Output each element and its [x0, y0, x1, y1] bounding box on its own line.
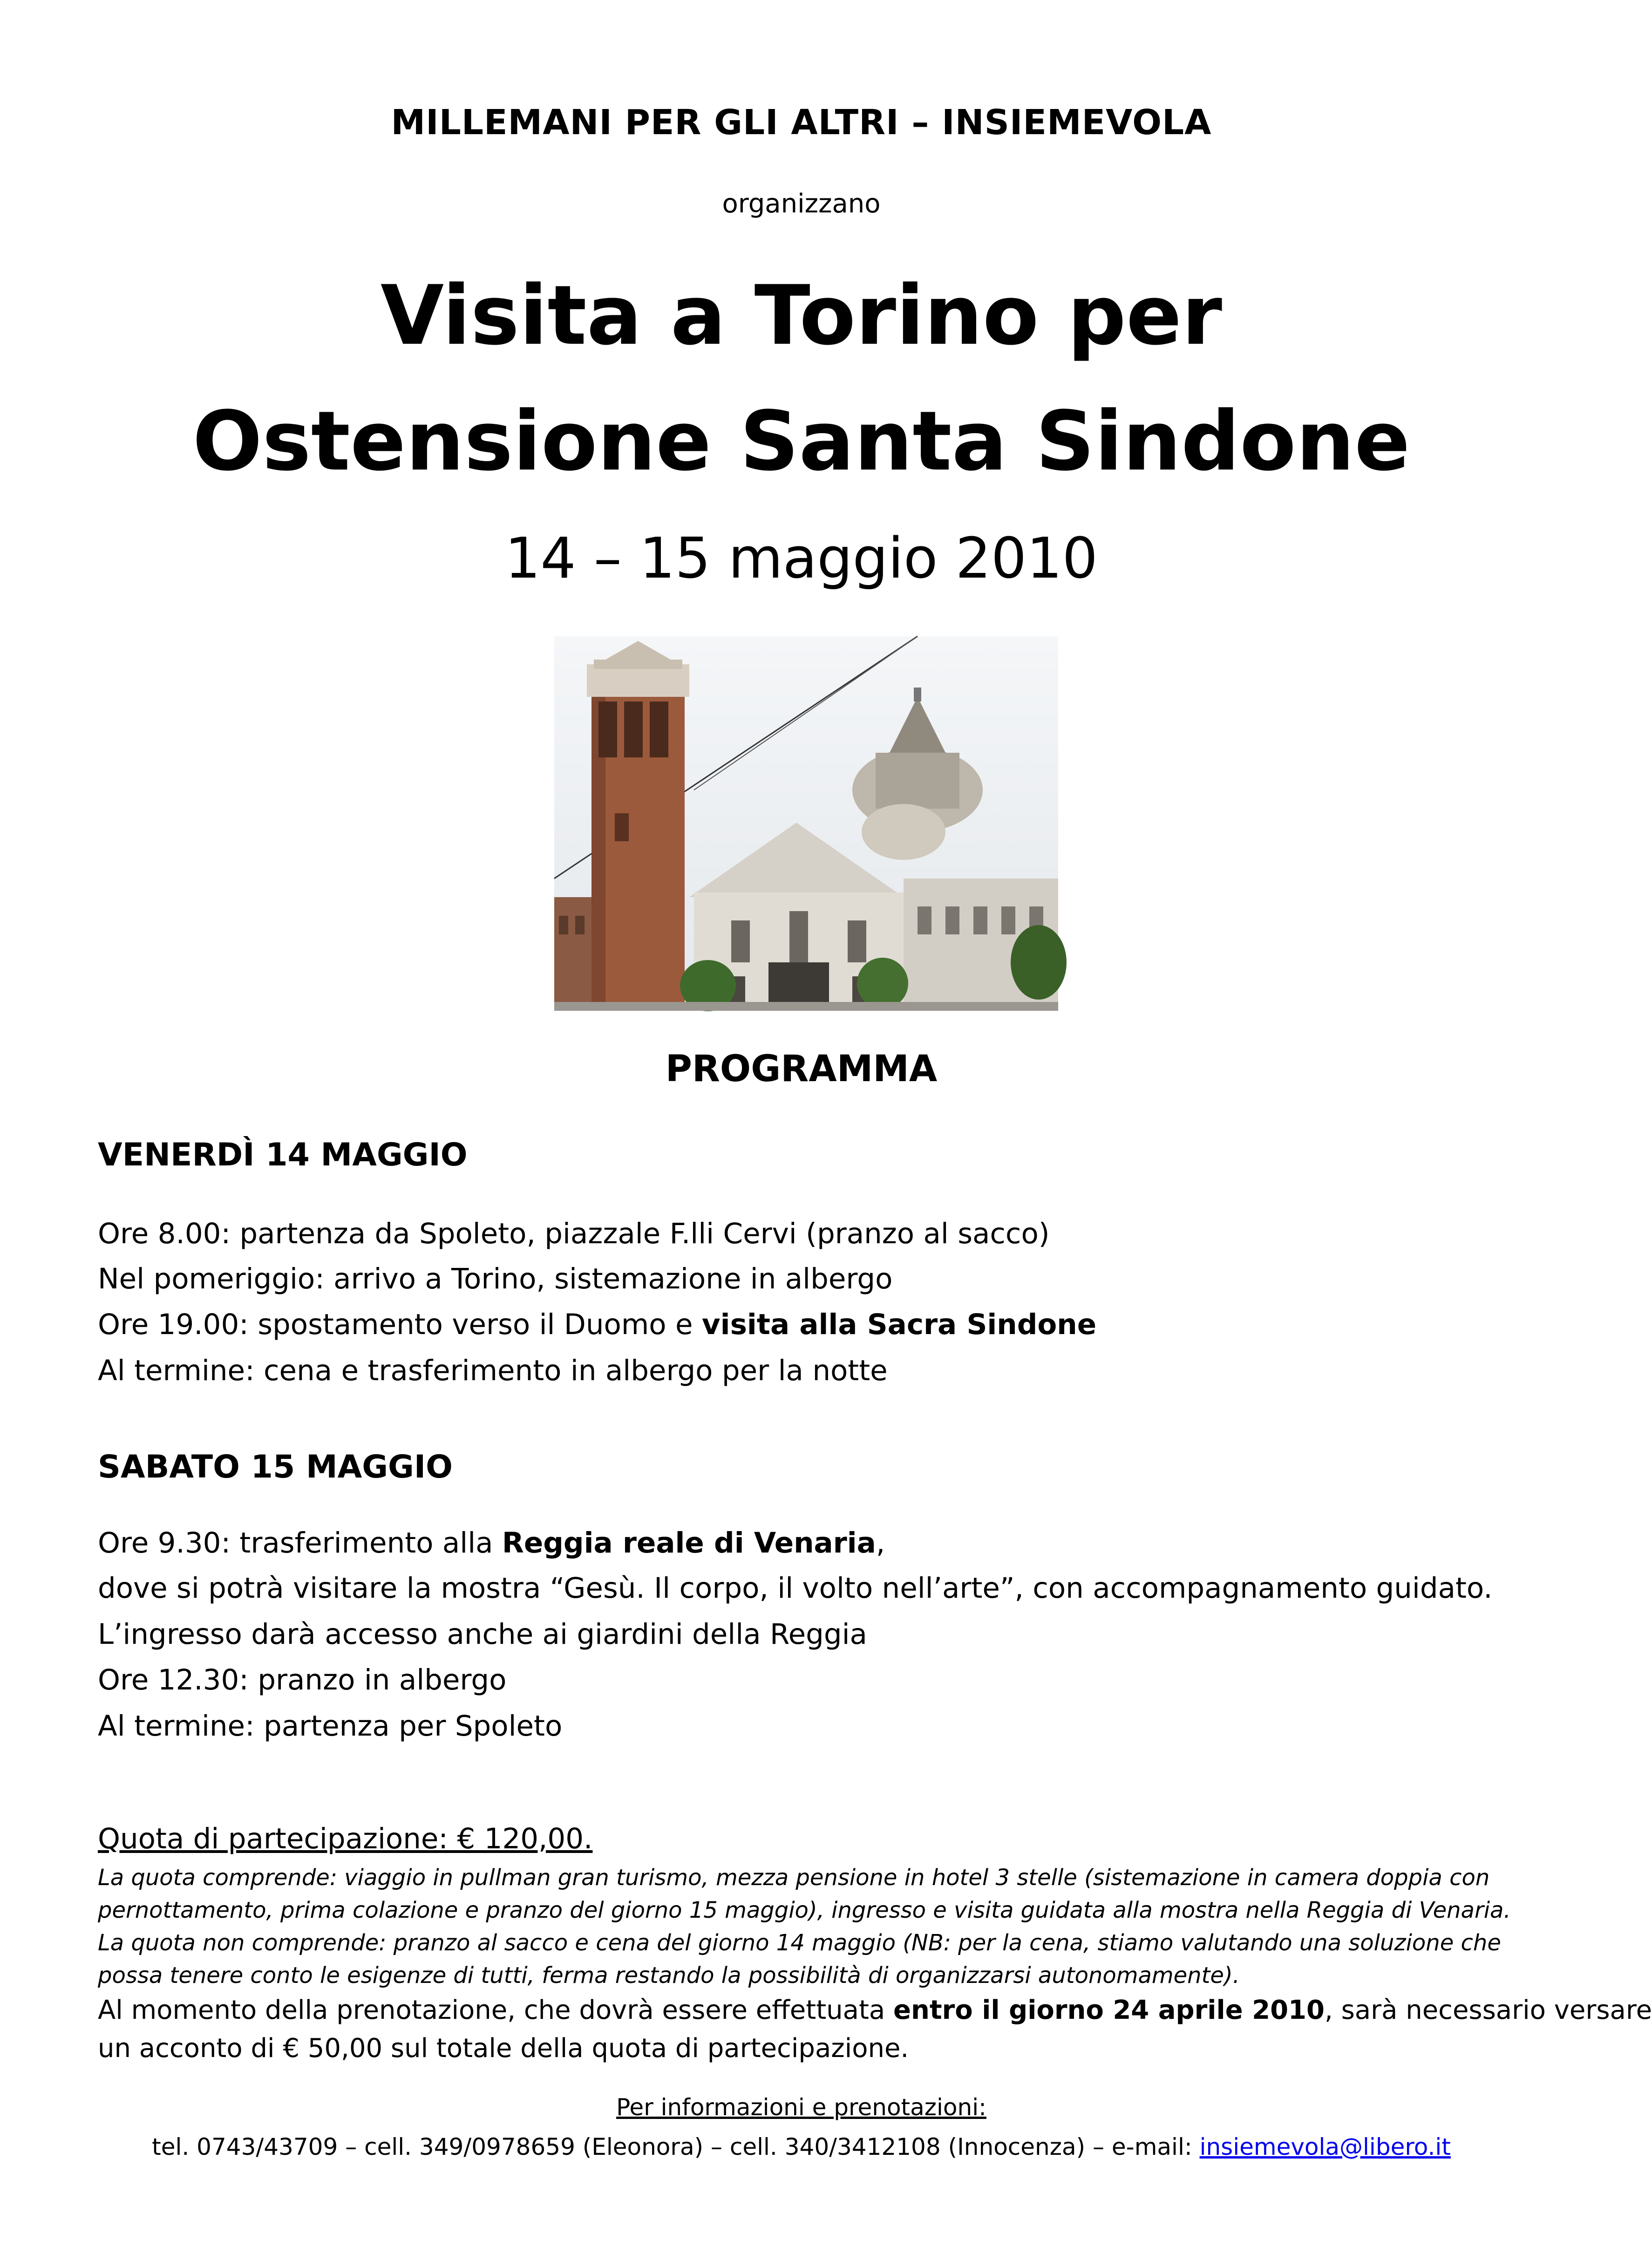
booking-text: Al momento della prenotazione, che dovrà essere effettuata — [98, 1995, 894, 2025]
event-title-line2: Ostensione Santa Sindone — [192, 394, 1410, 489]
participation-fee: Quota di partecipazione: € 120,00. — [98, 1822, 593, 1855]
booking-deposit: un acconto di € 50,00 sul totale della quota di partecipazione. — [98, 2033, 909, 2064]
info-label: Per informazioni e prenotazioni: — [616, 2094, 986, 2121]
event-dates: 14 – 15 maggio 2010 — [505, 526, 1098, 591]
day2-line: Al termine: partenza per Spoleto — [98, 1710, 563, 1743]
turin-cathedral-photo — [554, 636, 1058, 1011]
event-title-line1: Visita a Torino per — [380, 268, 1223, 363]
program-heading: PROGRAMMA — [665, 1048, 938, 1090]
day1-line: Ore 8.00: partenza da Spoleto, piazzale F.lli Cervi (pranzo al sacco) — [98, 1217, 1050, 1250]
booking-deadline: entro il giorno 24 aprile 2010 — [893, 1995, 1325, 2025]
day1-line: Nel pomeriggio: arrivo a Torino, sistemazione in albergo — [98, 1262, 893, 1295]
day1-line-text: Ore 19.00: spostamento verso il Duomo e — [98, 1308, 702, 1341]
fee-includes: La quota comprende: viaggio in pullman gran turismo, mezza pensione in hotel 3 stelle (sistemazione in camera doppia con — [98, 1865, 1490, 1891]
email-link[interactable]: insiemevola@libero.it — [1199, 2133, 1451, 2160]
contacts — [0, 2133, 1603, 2160]
fee-excludes: possa tenere conto le esigenze di tutti, ferma restando la possibilità di organizzarsi autonomamente). — [98, 1962, 1240, 1989]
day2-line: L’ingresso darà accesso anche ai giardini della Reggia — [98, 1618, 867, 1651]
booking-note — [98, 1995, 1652, 2025]
day2-line: dove si potrà visitare la mostra “Gesù. Il corpo, il volto nell’arte”, con accompagnamento guidato. — [98, 1572, 1493, 1605]
day2-heading: SABATO 15 MAGGIO — [98, 1449, 453, 1485]
day1-heading: VENERDÌ 14 MAGGIO — [98, 1137, 468, 1173]
day2-line-text: Ore 9.30: trasferimento alla — [98, 1526, 502, 1560]
day2-line-text: , — [876, 1526, 885, 1560]
day1-line — [98, 1310, 1096, 1339]
booking-text: , sarà necessario versare — [1324, 1995, 1652, 2025]
organizers-heading: MILLEMANI PER GLI ALTRI – INSIEMEVOLA — [391, 102, 1212, 143]
subtitle: organizzano — [722, 189, 881, 219]
day1-line-bold: visita alla Sacra Sindone — [701, 1308, 1097, 1341]
day1-line: Al termine: cena e trasferimento in albergo per la notte — [98, 1354, 888, 1387]
day2-line — [98, 1526, 885, 1560]
day2-line-bold: Reggia reale di Venaria — [502, 1526, 876, 1560]
fee-includes: pernottamento, prima colazione e pranzo del giorno 15 maggio), ingresso e visita guidata alla mostra nella Reggia di Venaria. — [98, 1897, 1511, 1923]
contact-phones: tel. 0743/43709 – cell. 349/0978659 (Eleonora) – cell. 340/3412108 (Innocenza) – e-mail: — [152, 2133, 1200, 2160]
fee-excludes: La quota non comprende: pranzo al sacco e cena del giorno 14 maggio (NB: per la cena, stiamo valutando una soluzione che — [98, 1930, 1501, 1956]
day2-line: Ore 12.30: pranzo in albergo — [98, 1663, 507, 1696]
